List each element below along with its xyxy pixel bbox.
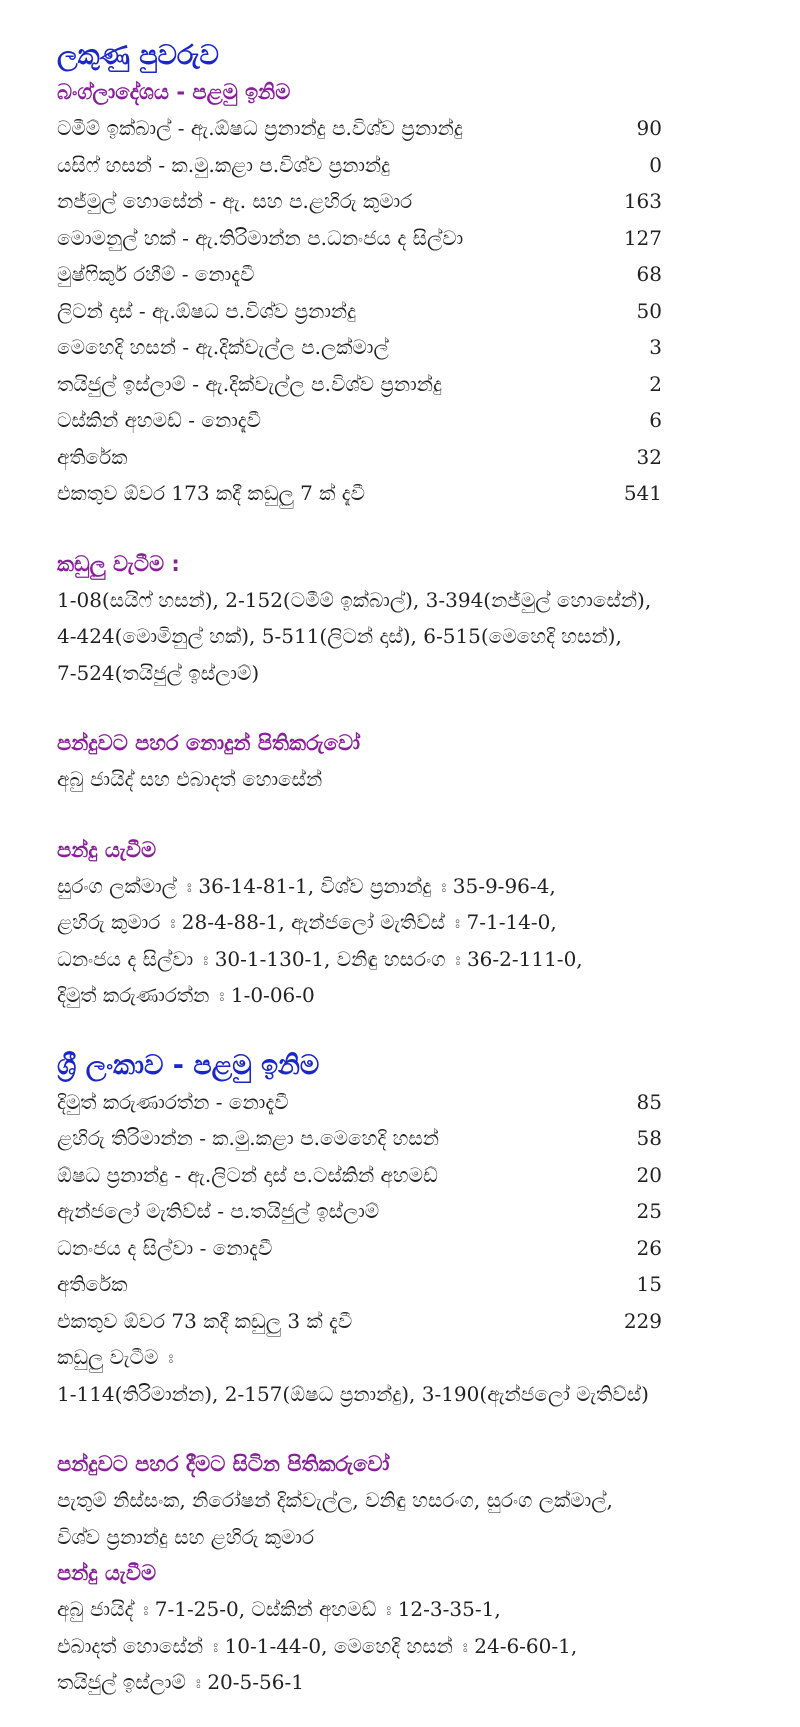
sl-bowling-heading: පන්දු යැවීම [57,837,157,862]
bangladesh-innings-heading: බංග්ලාදේශය - පළමු ඉනිම [57,80,291,104]
batsman-score: 6 [649,408,662,432]
batsman-name: ටමීම් ඉක්බාල් - ඇ.ඕෂධ ප්‍රනාන්දු ප.විශ්ව ප්‍රනාන්දු [57,116,463,140]
batsman-score: 3 [649,335,662,359]
bd-bowling-heading: පන්දු යැවීම [57,1561,157,1585]
did-not-bat-line: අබු ජායිද් සහ එබාදත් හොසේන් [57,767,323,791]
bowling-line: දිමුත් කරුණාරත්න ඃ 1-0-06-0 [57,983,315,1007]
extras-score: 15 [636,1272,662,1296]
batting-row [57,1230,662,1267]
batsman-score: 127 [623,225,662,250]
batting-row [57,1193,662,1230]
batsman-score: 50 [636,298,662,323]
batsman-name: මොමනුල් හක් - ඇ.තිරිමාන්න ප.ධනංජය ද සිල්වා [57,225,464,250]
batsman-score: 26 [636,1235,662,1260]
batsman-name: ලිටන් දාස් - ඇ.ඕෂධ ප.විශ්ව ප්‍රනාන්දු [57,298,357,323]
total-label: එකතුව ඕවර 173 කදී කඩුලු 7 ක් දැවී [57,481,366,505]
batting-row [57,293,662,330]
bowling-line: තයිජුල් ඉස්ලාම් ඃ 20-5-56-1 [57,1670,304,1694]
batting-row [57,220,662,257]
batsman-name: ටස්කින් අහමඩ් - නොදැවී [57,408,262,432]
fow-line: 7-524(තයිජුල් ඉස්ලාම්) [57,660,260,685]
batting-row [57,256,662,293]
batting-row [57,1120,662,1157]
bowling-line: එබාදත් හොසේන් ඃ 10-1-44-0, මෙහෙදි හසන් ඃ 24-6-60-1, [57,1633,578,1658]
batsman-name: ළහිරු තිරිමාන්න - ක.මු.කළා ප.මෙහෙදි හසන් [57,1126,439,1150]
srilanka-fow-line: 1-114(තිරිමාන්න), 2-157(ඕෂධ ප්‍රනාන්දු), 3-190(ඇන්ජලෝ මැතිව්ස්) [57,1381,649,1406]
batting-row [57,183,662,220]
extras-row [57,439,662,476]
batting-row [57,147,662,184]
yet-to-bat-line: පැතුම් නිස්සංක, නිරෝෂන් දික්වැල්ල, වනිඳු හසරංග, සුරංග ලක්මාල්, [57,1488,613,1512]
batting-row [57,110,662,147]
srilanka-batting-table [57,1084,800,1340]
bangladesh-fow-heading: කඩුලු වැටීම : [57,551,180,576]
bowling-line: අබු ජායිද් ඃ 7-1-25-0, ටස්කින් අහමඩ් ඃ 12-3-35-1, [57,1597,501,1621]
bowling-line: සුරංග ලක්මාල් ඃ 36-14-81-1, විශ්ව ප්‍රනාන්දු ඃ 35-9-96-4, [57,873,556,898]
yet-to-bat-heading: පන්දුවට පහර දීමට සිටින පිතිකරුවෝ [57,1452,390,1476]
batsman-name: නජ්මුල් හොසේන් - ඇ. සහ ප.ළහිරු කුමාර [57,189,413,213]
extras-score: 32 [636,444,662,469]
batsman-name: ඕෂධ ප්‍රනාන්දු - ඇ.ලිටන් දාස් ප.ටස්කින් අහමඩ් [57,1162,438,1187]
batting-row [57,1084,662,1121]
batsman-score: 163 [623,189,662,213]
total-score: 229 [623,1308,662,1333]
batsman-score: 58 [636,1126,662,1150]
did-not-bat-heading: පන්දුවට පහර නොදුන් පිතිකරුවෝ [57,731,360,755]
batsman-score: 25 [636,1199,662,1223]
srilanka-innings-heading: ශ්‍රී ලංකාව - පළමු ඉනිම [57,1049,320,1081]
extras-row [57,1266,662,1303]
total-score: 541 [623,481,662,505]
batsman-name: යසිෆ් හසන් - ක.මු.කළා ප.විශ්ව ප්‍රනාන්දු [57,152,391,177]
batsman-name: මෙහෙදි හසන් - ඇ.දික්වැල්ල ප.ලක්මාල් [57,335,389,359]
batsman-score: 68 [636,262,662,286]
extras-label: අතිරේක [57,444,128,469]
extras-label: අතිරේක [57,1272,128,1296]
bowling-line: ළහිරු කුමාර ඃ 28-4-88-1, ඇන්ජලෝ මැතිව්ස් ඃ 7-1-14-0, [57,910,557,934]
total-row [57,475,662,512]
bowling-line: ධනංජය ද සිල්වා ඃ 30-1-130-1, වනිඳු හසරංග ඃ 36-2-111-0, [57,946,583,971]
batsman-name: තයිජුල් ඉස්ලාම් - ඇ.දික්වැල්ල ප.විශ්ව ප්‍රනාන්දු [57,371,442,396]
batsman-score: 0 [649,152,662,177]
batting-row [57,1157,662,1194]
bangladesh-batting-table [57,110,800,512]
batsman-score: 90 [636,116,662,140]
yet-to-bat-line: විශ්ව ප්‍රනාන්දු සහ ළහිරු කුමාර [57,1524,315,1549]
batsman-score: 20 [636,1162,662,1187]
batsman-name: ධනංජය ද සිල්වා - නොදැවී [57,1235,273,1260]
batting-row [57,366,662,403]
batsman-name: ඇන්ජලෝ මැතිව්ස් - ප.තයිජුල් ඉස්ලාම් [57,1199,380,1223]
srilanka-fow-label: කඩුලු වැටීම ඃ [57,1345,174,1369]
batting-row [57,402,662,439]
scoreboard-title: ලකුණු පුවරුව [57,40,219,71]
batsman-score: 85 [636,1089,662,1114]
total-row [57,1303,662,1340]
fow-line: 4-424(මොමිනුල් හක්), 5-511(ලිටන් දාස්), 6-515(මෙහෙදි හසන්), [57,624,622,648]
fow-line: 1-08(සයිෆ් හසන්), 2-152(ටමීම් ඉක්බාල්), 3-394(නජ්මුල් හොසේන්), [57,587,652,612]
total-label: එකතුව ඕවර 73 කදී කඩුලු 3 ක් දැවී [57,1308,353,1333]
batsman-score: 2 [649,371,662,396]
batting-row [57,329,662,366]
batsman-name: දිමුත් කරුණාරත්න - නොදැවී [57,1089,289,1114]
batsman-name: මුෂ්ෆිකුර් රහීම් - නොදැවී [57,262,255,286]
